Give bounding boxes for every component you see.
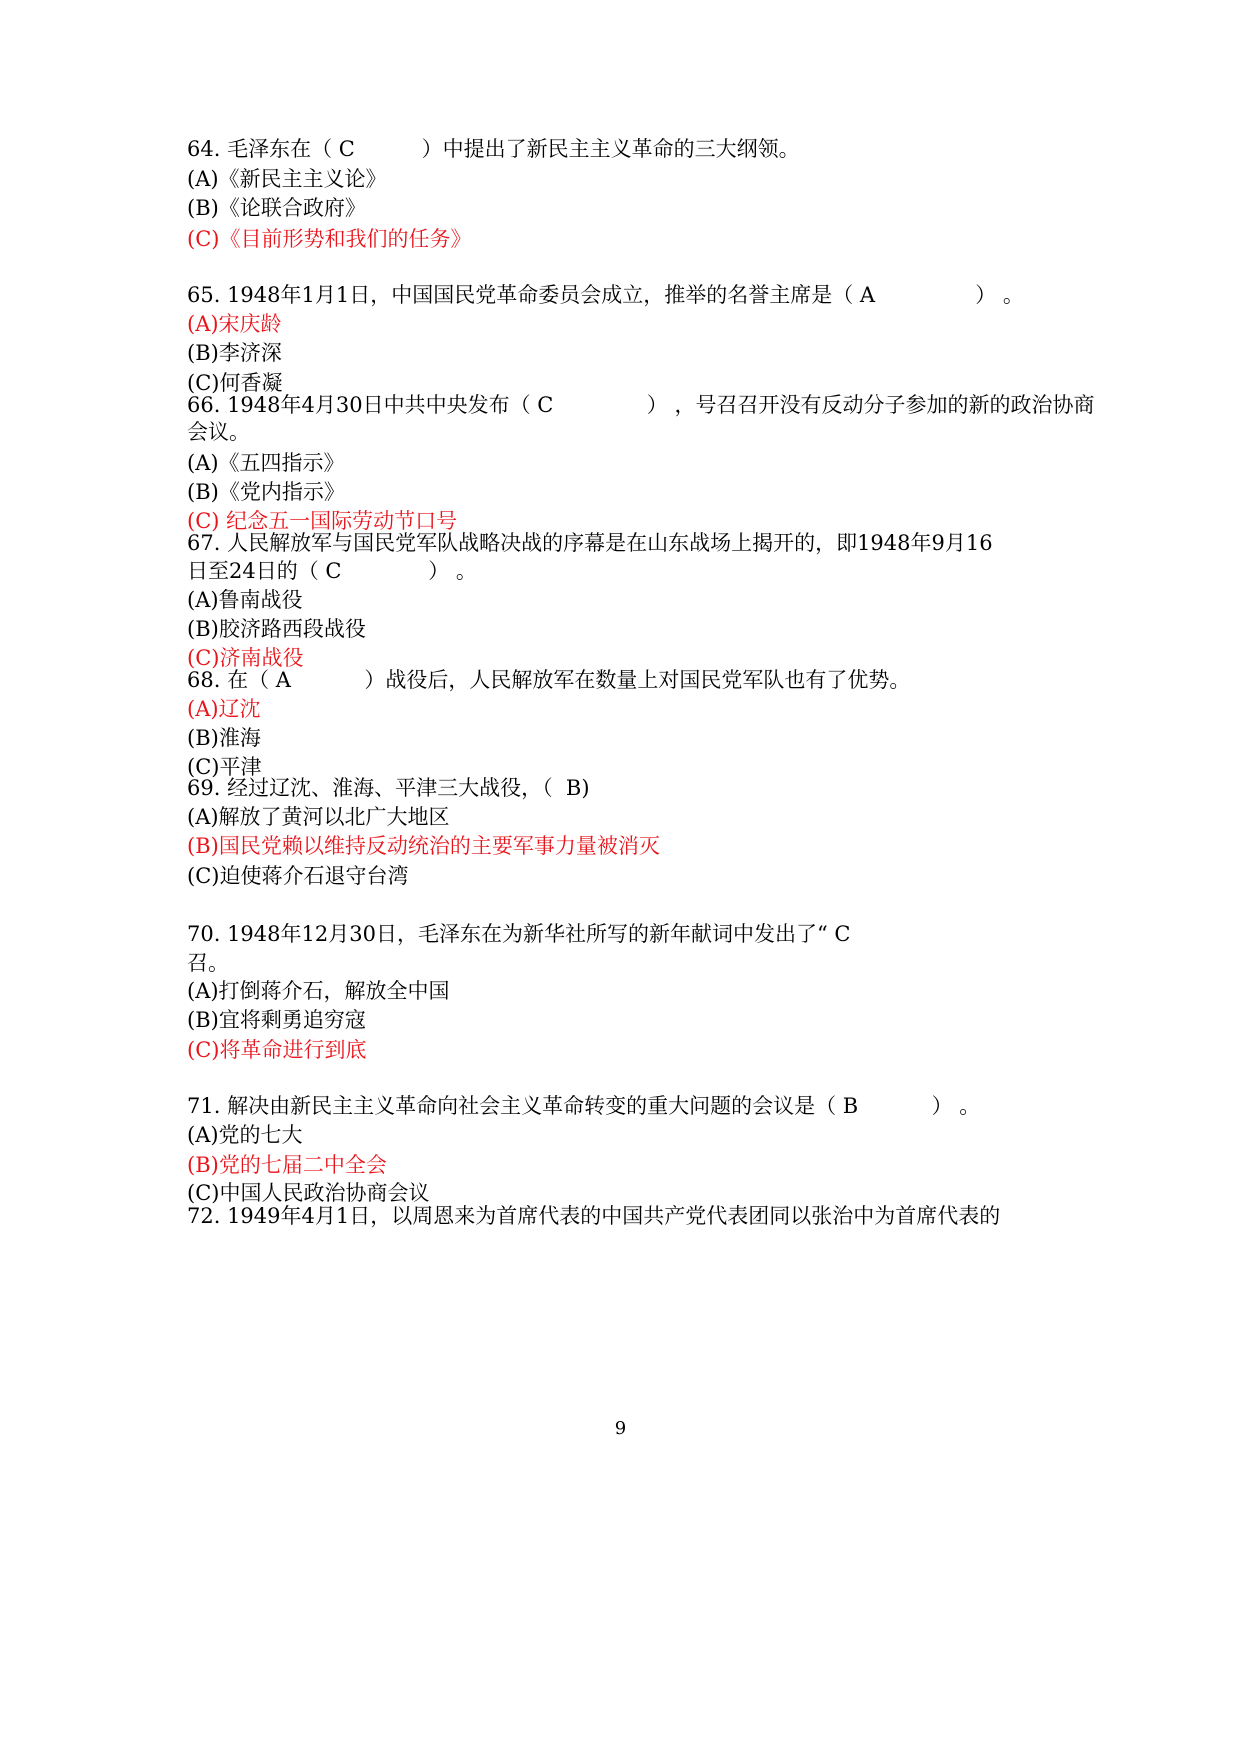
- question-67-option-b: (B)胶济路西段战役: [187, 617, 366, 641]
- question-64-option-b: (B)《论联合政府》: [187, 196, 366, 220]
- question-66-option-c: (C) 纪念五一国际劳动节口号: [187, 509, 458, 533]
- question-64-text: 64. 毛泽东在（ C ）中提出了新民主主义革命的三大纲领。: [187, 137, 800, 161]
- question-65-option-a: (A)宋庆龄: [187, 312, 282, 336]
- question-70-option-b: (B)宜将剩勇追穷寇: [187, 1008, 366, 1032]
- question-67-text: 67. 人民解放军与国民党军队战略决战的序幕是在山东战场上揭开的，即1948年9月16: [187, 531, 993, 555]
- question-69-option-c: (C)迫使蒋介石退守台湾: [187, 864, 409, 888]
- question-71-option-b: (B)党的七届二中全会: [187, 1153, 387, 1177]
- question-67-option-c: (C)济南战役: [187, 646, 304, 670]
- question-64-option-a: (A)《新民主主义论》: [187, 167, 387, 191]
- question-71-option-a: (A)党的七大: [187, 1123, 303, 1147]
- question-69-option-b: (B)国民党赖以维持反动统治的主要军事力量被消灭: [187, 834, 660, 858]
- question-65-option-b: (B)李济深: [187, 341, 282, 365]
- question-70-text: 召。: [187, 951, 229, 975]
- question-64-option-c: (C)《目前形势和我们的任务》: [187, 227, 472, 251]
- question-66-text: 66. 1948年4月30日中共中央发布（ C ） ，号召召开没有反动分子参加的新的政治协商: [187, 393, 1095, 417]
- question-69-option-a: (A)解放了黄河以北广大地区: [187, 805, 450, 829]
- question-70-option-c: (C)将革命进行到底: [187, 1038, 367, 1062]
- question-68-option-c: (C)平津: [187, 755, 262, 779]
- question-65-text: 65. 1948年1月1日，中国国民党革命委员会成立，推举的名誉主席是（ A ） 。: [187, 283, 1024, 307]
- question-69-text: 69. 经过辽沈、淮海、平津三大战役，（ B): [187, 776, 590, 800]
- question-70-text: 70. 1948年12月30日，毛泽东在为新华社所写的新年献词中发出了“ C: [187, 922, 851, 946]
- question-66-option-b: (B)《党内指示》: [187, 480, 345, 504]
- question-66-text: 会议。: [187, 420, 250, 444]
- question-66-option-a: (A)《五四指示》: [187, 451, 345, 475]
- question-71-option-c: (C)中国人民政治协商会议: [187, 1181, 430, 1205]
- question-71-text: 71. 解决由新民主主义革命向社会主义革命转变的重大问题的会议是（ B ） 。: [187, 1094, 981, 1118]
- question-68-text: 68. 在（ A ）战役后，人民解放军在数量上对国民党军队也有了优势。: [187, 668, 911, 692]
- question-67-text: 日至24日的（ C ） 。: [187, 559, 477, 583]
- question-72-text: 72. 1949年4月1日，以周恩来为首席代表的中国共产党代表团同以张治中为首席代表的: [187, 1204, 1001, 1228]
- question-70-option-a: (A)打倒蒋介石，解放全中国: [187, 979, 450, 1003]
- question-65-option-c: (C)何香凝: [187, 371, 283, 395]
- question-68-option-b: (B)淮海: [187, 726, 261, 750]
- page-number: 9: [614, 1418, 627, 1439]
- question-68-option-a: (A)辽沈: [187, 697, 261, 721]
- question-67-option-a: (A)鲁南战役: [187, 588, 303, 612]
